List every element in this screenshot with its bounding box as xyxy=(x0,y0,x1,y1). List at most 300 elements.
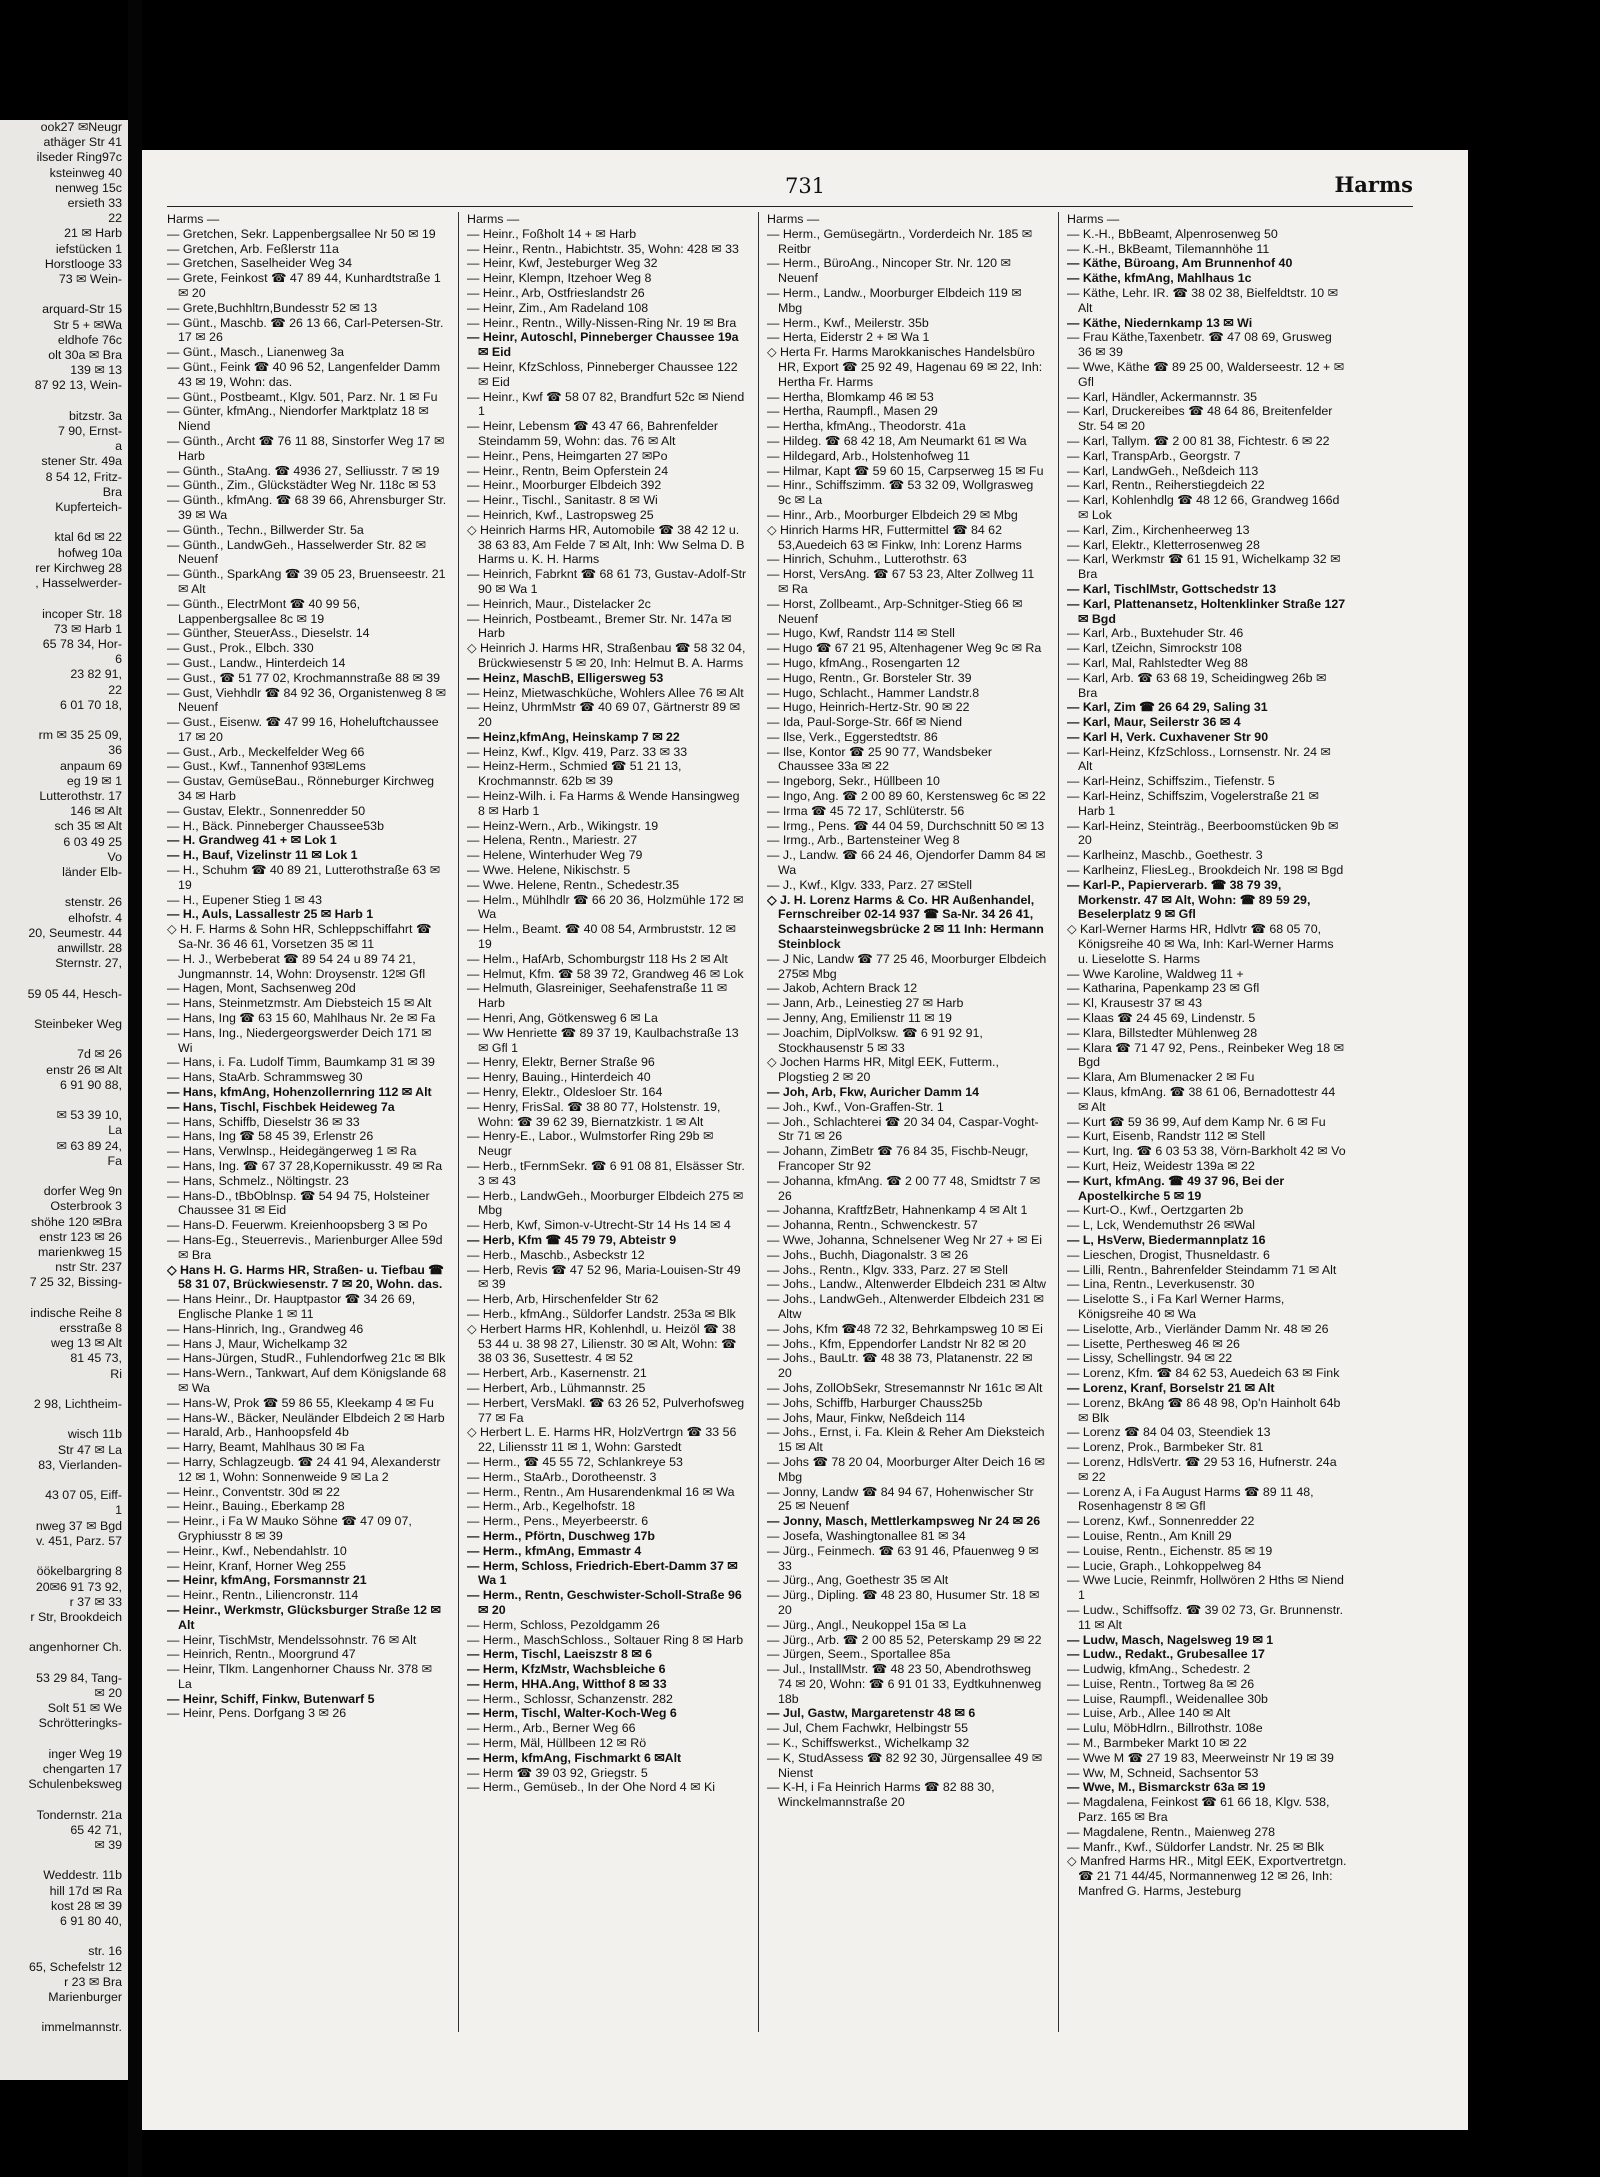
fragment-line xyxy=(0,713,128,728)
directory-entry: — Karl, Maur, Seilerstr 36 ✉ 4 xyxy=(1067,715,1241,730)
fragment-line: ook27 ✉Neugr xyxy=(40,120,122,134)
directory-entry: — Joachim, DiplVolksw. ☎ 6 91 92 91, Stockhausenstr 5 ✉ 33 xyxy=(767,1025,983,1055)
directory-entry: — Günth., Zim., Glückstädter Weg Nr. 118c ✉ 53 xyxy=(167,478,436,493)
directory-entry: — Gust., Eisenw. ☎ 47 99 16, Hoheluftchaussee 17 ✉ 20 xyxy=(167,715,439,744)
directory-entry: — Heinr., Tischl., Sanitastr. 8 ✉ Wi xyxy=(467,493,658,508)
fragment-line: ✉ 53 39 10, xyxy=(56,1108,122,1123)
directory-entry: — Karlheinz, Maschb., Goethestr. 3 xyxy=(1067,848,1263,863)
directory-entry: — Herm, Schloss, Pezoldgamm 26 xyxy=(467,1617,660,1632)
directory-entry: — Kurt, Ing. ☎ 6 03 53 38, Vörn-Barkholt 42 ✉ Vo xyxy=(1067,1144,1346,1159)
directory-entry: — Joh., Schlachterei ☎ 20 34 04, Caspar-Voght-Str 71 ✉ 26 xyxy=(767,1114,1039,1144)
directory-entry: — Günth., StaAng. ☎ 4936 27, Selliusstr. 7 ✉ 19 xyxy=(167,463,440,478)
fragment-line: 1 xyxy=(115,1503,122,1518)
directory-entry: — Karl H, Verk. Cuxhavener Str 90 xyxy=(1067,729,1269,744)
directory-entry: — Käthe, kfmAng, Mahlhaus 1c xyxy=(1067,271,1252,286)
fragment-line: anwillstr. 28 xyxy=(57,940,122,955)
fragment-line: bitzstr. 3a xyxy=(68,408,122,423)
directory-entry: — Hans Heinr., Dr. Hauptpastor ☎ 34 26 69, Englische Planke 1 ✉ 11 xyxy=(167,1292,416,1321)
directory-entry: — Klara, Billstedter Mühlenweg 28 xyxy=(1067,1025,1258,1040)
fragment-line: 8 54 12, Fritz- xyxy=(45,469,122,484)
fragment-line xyxy=(0,515,128,530)
directory-entry: ◇ J. H. Lorenz Harms & Co. HR Außenhandel, Fernschreiber 02-14 937 ☎ Sa-Nr. 34 26 41, Schaarsteinwegsbrücke 2 ✉ 11 Inh: Hermann Steinblock xyxy=(767,892,1044,952)
directory-entry: — Ingeborg, Sekr., Hüllbeen 10 xyxy=(767,774,940,789)
directory-entry: — Johs ☎ 78 20 04, Moorburger Alter Deich 16 ✉Mbg xyxy=(767,1454,1045,1484)
directory-entry: — Hans-Jürgen, StudR., Fuhlendorfweg 21c ✉ Blk xyxy=(167,1351,446,1366)
fragment-line: 73 ✉ Wein- xyxy=(58,272,122,287)
directory-entry: — K.-H., BbBeamt, Alpenrosenweg 50 xyxy=(1067,226,1278,241)
directory-entry: ◇ Herta Fr. Harms Marokkanisches Handelsbüro HR, Export ☎ 25 92 49, Hagenau 69 ✉ 22, Inh: Hertha Fr. Harms xyxy=(767,345,1043,389)
column-heading: Harms — xyxy=(767,212,820,226)
fragment-line: rm ✉ 35 25 09, xyxy=(38,728,122,743)
directory-entry: — Hugo, Rentn., Gr. Borsteler Str. 39 xyxy=(767,670,972,685)
fragment-line: ersstraße 8 xyxy=(59,1321,122,1336)
directory-entry: — Jakob, Achtern Brack 12 xyxy=(767,981,918,996)
directory-entry: — Hugo, Kwf, Randstr 114 ✉ Stell xyxy=(767,626,955,641)
fragment-line: Steinbeker Weg xyxy=(34,1016,122,1031)
directory-entry: — H., Bäck. Pinneberger Chaussee53b xyxy=(167,818,384,833)
fragment-line xyxy=(0,1032,128,1047)
directory-entry: — Hugo ☎ 67 21 95, Altenhagener Weg 9c ✉ Ra xyxy=(767,641,1042,656)
directory-entry: — Heinrich, Maur., Distelacker 2c xyxy=(467,596,651,611)
fragment-line xyxy=(0,591,128,606)
directory-entry: — Herb, Kwf, Simon-v-Utrecht-Str 14 Hs 14 ✉ 4 xyxy=(467,1218,731,1233)
directory-entry: — Heinr., Conventstr. 30d ✉ 22 xyxy=(167,1484,340,1499)
fragment-line: nenweg 15c xyxy=(55,180,122,195)
directory-entry: — Karl, Plattenansetz, Holtenklinker Straße 127 ✉ Bgd xyxy=(1067,596,1346,626)
directory-entry: — Heinr, Tlkm. Langenhorner Chauss Nr. 378 ✉ La xyxy=(167,1662,432,1691)
previous-page-lines xyxy=(0,120,128,2036)
directory-entry: — Herm., MaschSchloss., Soltauer Ring 8 ✉ Harb xyxy=(467,1632,744,1647)
directory-entry: — Ilse, Kontor ☎ 25 90 77, Wandsbeker Chaussee 33a ✉ 22 xyxy=(767,744,993,774)
directory-entry: — Kurt, Eisenb, Randstr 112 ✉ Stell xyxy=(1067,1129,1266,1144)
directory-entry: — Heinrich, Fabrknt ☎ 68 61 73, Gustav-Adolf-Str 90 ✉ Wa 1 xyxy=(467,567,747,596)
directory-entry: — Heinr, Pens. Dorfgang 3 ✉ 26 xyxy=(167,1706,347,1721)
fragment-line: Fa xyxy=(107,1153,122,1168)
fragment-line: hofweg 10a xyxy=(57,545,122,560)
directory-entry: ◇ Heinrich Harms HR, Automobile ☎ 38 42 12 u. 38 63 83, Am Felde 7 ✉ Alt, Inh: Ww Selma D. B Harms u. K. H. Harms xyxy=(467,522,745,567)
fragment-line: athäger Str 41 xyxy=(43,135,122,150)
directory-entry: — Herm., Rentn., Am Husarendenkmal 16 ✉ Wa xyxy=(467,1484,735,1499)
directory-entry: — Karl-Heinz, Schiffszim., Tiefenstr. 5 xyxy=(1067,774,1275,789)
directory-entry: — Heinr, kfmAng, Forsmannstr 21 xyxy=(167,1573,367,1588)
fragment-line: ✉ 63 89 24, xyxy=(56,1138,122,1153)
directory-entry: — Harry, Schlagzeugb. ☎ 24 41 94, Alexanderstr 12 ✉ 1, Wohn: Sonnenweide 9 ✉ La 2 xyxy=(167,1454,441,1484)
directory-entry: — L, HsVerw, Biedermannplatz 16 xyxy=(1067,1232,1266,1247)
fragment-line: eg 19 ✉ 1 xyxy=(66,773,122,788)
fragment-line: 53 29 84, Tang- xyxy=(36,1670,122,1685)
directory-entry: — Herm., Gemüsegärtn., Vorderdeich Nr. 185 ✉ Reitbr xyxy=(767,226,1033,256)
directory-entry: — Hans-Wern., Tankwart, Auf dem Königslande 68 ✉ Wa xyxy=(167,1366,447,1395)
directory-entry: — Hertha, Blomkamp 46 ✉ 53 xyxy=(767,389,934,404)
fragment-line: nweg 37 ✉ Bgd xyxy=(35,1518,122,1533)
fragment-line: marienkweg 15 xyxy=(37,1245,122,1260)
directory-entry: — Lorenz, Prok., Barmbeker Str. 81 xyxy=(1067,1440,1264,1455)
fragment-line: 7 90, Ernst- xyxy=(57,424,122,439)
directory-entry: — Herm, Mäl, Hüllbeen 12 ✉ Rö xyxy=(467,1736,647,1751)
directory-entry: — Johanna, Rentn., Schwenckestr. 57 xyxy=(767,1218,978,1233)
directory-entry: — Helmut, Kfm. ☎ 58 39 72, Grandweg 46 ✉ Lok xyxy=(467,966,744,981)
directory-entry: — M., Barmbeker Markt 10 ✉ 22 xyxy=(1067,1736,1247,1751)
column-divider xyxy=(1058,212,1059,2032)
directory-entry: — Lorenz, Kwf., Sonnenredder 22 xyxy=(1067,1514,1255,1529)
directory-entry: — Herm., Rentn, Geschwister-Scholl-Straße 96 ✉ 20 xyxy=(467,1588,742,1617)
directory-entry: ◇ Karl-Werner Harms HR, Hdlvtr ☎ 68 05 70, Königsreihe 40 ✉ Wa, Inh: Karl-Werner Harms u. Lieselotte S. Harms xyxy=(1067,922,1334,966)
directory-entry: — Gustav, GemüseBau., Rönneburger Kirchweg 34 ✉ Harb xyxy=(167,774,434,804)
directory-entry: — Karl-Heinz, Steinträg., Beerboomstücken 9b ✉ 20 xyxy=(1067,818,1339,848)
fragment-line: Bra xyxy=(102,484,122,499)
directory-entry: — Johann, ZimBetr ☎ 76 84 35, Fischb-Neugr, Francoper Str 92 xyxy=(767,1144,1029,1173)
fragment-line: olt 30a ✉ Bra xyxy=(48,348,122,363)
page-number: 731 xyxy=(784,174,826,198)
fragment-line: Sternstr. 27, xyxy=(55,956,122,971)
column-heading: Harms — xyxy=(467,212,520,226)
directory-entry: — Jul., InstallMstr. ☎ 48 23 50, Abendrothsweg 74 ✉ 20, Wohn: ☎ 6 91 01 33, Eydtkuhnenweg 18b xyxy=(767,1662,1042,1706)
directory-entry: — Günt., Masch., Lianenweg 3a xyxy=(167,345,345,360)
directory-entry: — Karl, Druckereibes ☎ 48 64 86, Breitenfelder Str. 54 ✉ 20 xyxy=(1067,404,1333,434)
directory-entry: — Hans, kfmAng, Hohenzollernring 112 ✉ Alt xyxy=(167,1085,432,1100)
directory-entry: — Luise, Rentn., Tortweg 8a ✉ 26 xyxy=(1067,1676,1255,1691)
fragment-line: 22 xyxy=(108,211,122,226)
fragment-line: 22 xyxy=(108,682,122,697)
directory-entry: — Hans, Ing., Niedergeorgswerder Deich 171 ✉ Wi xyxy=(167,1025,432,1055)
directory-entry: — K, StudAssess ☎ 82 92 30, Jürgensallee 49 ✉ Nienst xyxy=(767,1750,1043,1780)
directory-entry: — Hans-Hinrich, Ing., Grandweg 46 xyxy=(167,1321,364,1336)
directory-entry: — Lorenz, BkAng ☎ 86 48 98, Op'n Hainholt 64b ✉ Blk xyxy=(1067,1395,1341,1425)
directory-entry: — Jürg., Arb. ☎ 2 00 85 52, Peterskamp 29 ✉ 22 xyxy=(767,1632,1042,1647)
directory-entry: — Günther, SteuerAss., Dieselstr. 14 xyxy=(167,626,370,641)
directory-entry: — Wwe Lucie, Reinmfr, Hollwören 2 Hths ✉ Niend 1 xyxy=(1067,1573,1344,1603)
directory-entry: — Ingo, Ang. ☎ 2 00 89 60, Kerstensweg 6c ✉ 22 xyxy=(767,789,1046,804)
directory-entry: — Henry-E., Labor., Wulmstorfer Ring 29b ✉ Neugr xyxy=(467,1129,714,1159)
fragment-line xyxy=(0,1853,128,1868)
directory-entry: — Karl, TranspArb., Georgstr. 7 xyxy=(1067,448,1241,463)
directory-entry: — Karl-Heinz, Schiffszim, Vogelerstraße 21 ✉ Harb 1 xyxy=(1067,789,1319,818)
directory-entry: — Lieschen, Drogist, Thusneldastr. 6 xyxy=(1067,1247,1270,1262)
directory-entry: — Günth., LandwGeh., Hasselwerder Str. 82 ✉ Neuenf xyxy=(167,537,427,567)
directory-entry: — Heinz-Wern., Arb., Wikingstr. 19 xyxy=(467,818,659,833)
fragment-line: r 23 ✉ Bra xyxy=(64,1974,122,1989)
directory-entry: — Hans, Ing. ☎ 67 37 28,Kopernikusstr. 49 ✉ Ra xyxy=(167,1159,443,1173)
fragment-line xyxy=(0,971,128,986)
directory-column-4 xyxy=(1067,212,1347,2112)
directory-entry: — Jürg., Feinmech. ☎ 63 91 46, Pfauenweg 9 ✉ 33 xyxy=(767,1543,1039,1573)
fragment-line: sch 35 ✉ Alt xyxy=(54,819,122,834)
directory-entry: — Ida, Paul-Sorge-Str. 66f ✉ Niend xyxy=(767,715,962,730)
directory-entry: — Hans-W., Bäcker, Neuländer Elbdeich 2 ✉ Harb xyxy=(167,1410,445,1425)
directory-entry: — H., Eupener Stieg 1 ✉ 43 xyxy=(167,892,323,907)
directory-entry: — Heinr., Arb, Ostfrieslandstr 26 xyxy=(467,285,645,300)
directory-entry: — Hinr., Arb., Moorburger Elbdeich 29 ✉ Mbg xyxy=(767,507,1018,522)
fragment-line: immelmannstr. xyxy=(41,2020,122,2035)
directory-entry: — H. J., Werbeberat ☎ 89 54 24 u 89 74 21, Jungmannstr. 14, Wohn: Droysenstr. 12✉ Gfl xyxy=(167,951,426,981)
directory-column-1 xyxy=(167,212,447,2112)
directory-entry: — Hans, Steinmetzmstr. Am Diebsteich 15 ✉ Alt xyxy=(167,996,432,1011)
fragment-line: 21 ✉ Harb xyxy=(64,226,122,241)
directory-entry: — Jürg., Dipling. ☎ 48 23 80, Husumer Str. 18 ✉ 20 xyxy=(767,1588,1040,1617)
directory-entry: — Günth., kfmAng. ☎ 68 39 66, Ahrensburger Str. 39 ✉ Wa xyxy=(167,493,447,522)
header-rule xyxy=(167,206,1413,207)
fragment-line: elhofstr. 4 xyxy=(68,910,122,925)
directory-entry: — Wwe. Helene, Nikischstr. 5 xyxy=(467,863,631,878)
fragment-line: eldhofe 76c xyxy=(57,332,122,347)
directory-entry: ◇ H. F. Harms & Sohn HR, Schleppschiffahrt ☎ Sa-Nr. 36 46 61, Vorsetzen 35 ✉ 11 xyxy=(167,922,432,952)
fragment-line xyxy=(0,1412,128,1427)
directory-entry: — Johs., Landw., Altenwerder Elbdeich 231 ✉ Altw xyxy=(767,1277,1046,1292)
fragment-line: Osterbrook 3 xyxy=(50,1199,122,1214)
fragment-line xyxy=(0,1656,128,1671)
directory-entry: — Heinr., Pens, Heimgarten 27 ✉Po xyxy=(467,448,668,463)
fragment-line: 6 xyxy=(115,652,122,667)
running-header: Harms xyxy=(1334,172,1413,197)
directory-entry: — Jonny, Landw ☎ 84 94 67, Hohenwischer Str 25 ✉ Neuenf xyxy=(767,1484,1034,1514)
directory-entry: — J Nic, Landw ☎ 77 25 46, Moorburger Elbdeich 275✉ Mbg xyxy=(767,951,1047,981)
fragment-line: 6 03 49 25 xyxy=(63,834,122,849)
fragment-line: 6 01 70 18, xyxy=(59,697,122,712)
directory-entry: — Harry, Beamt, Mahlhaus 30 ✉ Fa xyxy=(167,1440,365,1455)
fragment-line: indische Reihe 8 xyxy=(30,1305,122,1320)
directory-entry: — Käthe, Büroang, Am Brunnenhof 40 xyxy=(1067,256,1293,271)
directory-entry: — Harald, Arb., Hanhoopsfeld 4b xyxy=(167,1425,349,1440)
previous-page-fragment xyxy=(0,120,128,2080)
book-gutter xyxy=(128,0,142,2177)
fragment-line: ersieth 33 xyxy=(67,196,122,211)
directory-entry: — Heinrich, Rentn., Moorgrund 47 xyxy=(167,1647,356,1662)
directory-entry: — Heinz, MaschB, Elligersweg 53 xyxy=(467,670,664,685)
fragment-line: arquard-Str 15 xyxy=(42,302,122,317)
fragment-line: , Hasselwerder- xyxy=(35,576,122,591)
directory-entry: — Johs., Rentn., Klgv. 333, Parz. 27 ✉ Stell xyxy=(767,1262,1008,1277)
directory-entry: — Hans, Schiffb, Dieselstr 36 ✉ 33 xyxy=(167,1114,360,1129)
fragment-line xyxy=(0,880,128,895)
fragment-line: str. 16 xyxy=(88,1944,122,1959)
directory-entry: — Heinz,kfmAng, Heinskamp 7 ✉ 22 xyxy=(467,729,680,744)
directory-entry: — Wwe M ☎ 27 19 83, Meerweinstr Nr 19 ✉ 39 xyxy=(1067,1750,1334,1765)
fragment-line xyxy=(0,394,128,409)
directory-entry: — Hertha, kfmAng., Theodorstr. 41a xyxy=(767,419,966,434)
directory-entry: — Karl, TischlMstr, Gottschedstr 13 xyxy=(1067,581,1277,596)
directory-entry: — Jann, Arb., Leinestieg 27 ✉ Harb xyxy=(767,996,964,1011)
directory-entry: — Johs, ZollObSekr, Stresemannstr Nr 161c ✉ Alt xyxy=(767,1380,1043,1395)
directory-entry: — Kurt-O., Kwf., Oertzgarten 2b xyxy=(1067,1203,1244,1218)
fragment-line: öökelbargring 8 xyxy=(36,1564,122,1579)
directory-entry: — Herb., LandwGeh., Moorburger Elbdeich 275 ✉ Mbg xyxy=(467,1188,744,1218)
directory-entry: — Heinr., Werkmstr, Glücksburger Straße 12 ✉ Alt xyxy=(167,1602,441,1632)
fragment-line: dorfer Weg 9n xyxy=(43,1184,122,1199)
directory-entry: — Jürg., Ang, Goethestr 35 ✉ Alt xyxy=(767,1573,949,1588)
directory-entry: — Hans-W, Prok ☎ 59 86 55, Kleekamp 4 ✉ Fu xyxy=(167,1395,434,1410)
fragment-line: 146 ✉ Alt xyxy=(70,804,122,819)
directory-entry: — Karl, Mal, Rahlstedter Weg 88 xyxy=(1067,655,1248,670)
directory-entry: — Heinr., Moorburger Elbdeich 392 xyxy=(467,478,662,493)
fragment-line: Vo xyxy=(107,849,122,864)
fragment-line xyxy=(0,1732,128,1747)
directory-entry: — Henri, Ang, Götkensweg 6 ✉ La xyxy=(467,1011,658,1026)
fragment-line xyxy=(0,1002,128,1017)
directory-entry: — Lorenz ☎ 84 04 03, Steendiek 13 xyxy=(1067,1425,1271,1440)
directory-entry: — Günt., Feink ☎ 40 96 52, Langenfelder Damm 43 ✉ 19, Wohn: das. xyxy=(167,359,441,389)
directory-entry: — Helena, Rentn., Mariestr. 27 xyxy=(467,833,638,848)
fragment-line: hill 17d ✉ Ra xyxy=(49,1883,122,1898)
directory-entry: — Karl, Elektr., Kletterrosenweg 28 xyxy=(1067,537,1260,552)
directory-entry: — Klara, Am Blumenacker 2 ✉ Fu xyxy=(1067,1070,1255,1085)
directory-entry: — Herbert, Arb., Lühmannstr. 25 xyxy=(467,1380,646,1395)
fragment-line: 65, Schefelstr 12 xyxy=(29,1959,122,1974)
directory-entry: — Herm., kfmAng, Emmastr 4 xyxy=(467,1543,642,1558)
directory-entry: — Karl, Arb. ☎ 63 68 19, Scheidingweg 26b ✉ Bra xyxy=(1067,670,1327,700)
directory-entry: — Klaas ☎ 24 45 69, Lindenstr. 5 xyxy=(1067,1011,1256,1026)
directory-entry: — Johanna, kfmAng. ☎ 2 00 77 48, Smidtstr 7 ✉ 26 xyxy=(767,1173,1041,1203)
directory-entry: — Herb., kfmAng., Süldorfer Landstr. 253a ✉ Blk xyxy=(467,1306,736,1321)
directory-entry: — Heinz, UhrmMstr ☎ 40 69 07, Gärtnerstr 89 ✉ 20 xyxy=(467,700,741,730)
directory-entry: — Klara ☎ 71 47 92, Pens., Reinbeker Weg 18 ✉ Bgd xyxy=(1067,1040,1344,1070)
directory-entry: — Joh., Kwf., Von-Graffen-Str. 1 xyxy=(767,1099,944,1114)
fragment-line: a xyxy=(115,439,122,454)
directory-entry: — Karlheinz, FliesLeg., Brookdeich Nr. 198 ✉ Bgd xyxy=(1067,863,1344,878)
directory-entry: — Lina, Rentn., Leverkusenstr. 30 xyxy=(1067,1277,1255,1292)
directory-entry: ◇ Heinrich J. Harms HR, Straßenbau ☎ 58 32 04, Brückwiesenstr 5 ✉ 20, Inh: Helmut B. A. Harms xyxy=(467,641,746,670)
directory-entry: — Hans-Eg., Steuerrevis., Marienburger Allee 59d ✉ Bra xyxy=(167,1232,443,1262)
directory-entry: — Heinr., Rentn., Liliencronstr. 114 xyxy=(167,1588,359,1603)
fragment-line: anpaum 69 xyxy=(59,758,122,773)
directory-entry: — Ludwig, kfmAng., Schedestr. 2 xyxy=(1067,1662,1251,1677)
directory-entry: — Heinr, Kranf, Horner Weg 255 xyxy=(167,1558,346,1573)
fragment-line: 59 05 44, Hesch- xyxy=(27,986,122,1001)
directory-entry: — Liselotte S., i Fa Karl Werner Harms, Königsreihe 40 ✉ Wa xyxy=(1067,1292,1285,1321)
fragment-line: Schulenbeksweg xyxy=(28,1777,122,1792)
fragment-line: enstr 123 ✉ 26 xyxy=(39,1229,122,1244)
directory-entry: — Henry, Elektr, Berner Straße 96 xyxy=(467,1055,655,1070)
directory-entry: — Lulu, MöbHdlrn., Billrothstr. 108e xyxy=(1067,1721,1263,1736)
directory-entry: — Johs., Buchh, Diagonalstr. 3 ✉ 26 xyxy=(767,1247,969,1262)
directory-entry: — Günth., SparkAng ☎ 39 05 23, Bruenseestr. 21 ✉ Alt xyxy=(167,567,446,596)
directory-entry: — Irmg., Arb., Bartensteiner Weg 8 xyxy=(767,833,960,848)
fragment-line: Tondernstr. 21a xyxy=(36,1807,122,1822)
directory-entry: — Heinr, Klempn, Itzehoer Weg 8 xyxy=(467,271,652,286)
directory-entry: — Luise, Raumpfl., Weidenallee 30b xyxy=(1067,1691,1268,1706)
fragment-line: Str 47 ✉ La xyxy=(57,1442,122,1457)
column-divider xyxy=(758,212,759,2032)
fragment-line xyxy=(0,1792,128,1807)
directory-entry: — Lissy, Schellingstr. 94 ✉ 22 xyxy=(1067,1351,1233,1366)
directory-entry: — Helmuth, Glasreiniger, Seehafenstraße 11 ✉ Harb xyxy=(467,981,728,1011)
fragment-line: 20✉6 91 73 92, xyxy=(35,1579,122,1594)
fragment-line: ✉ 20 xyxy=(94,1685,122,1700)
directory-entry: — Gust., Arb., Meckelfelder Weg 66 xyxy=(167,744,365,759)
directory-entry: — Johs., BauLtr. ☎ 48 38 73, Platanenstr. 22 ✉ 20 xyxy=(767,1351,1033,1381)
fragment-line xyxy=(0,287,128,302)
fragment-line: v. 451, Parz. 57 xyxy=(36,1533,122,1548)
column-divider xyxy=(458,212,459,2032)
fragment-line: Marienburger xyxy=(48,1989,122,2004)
directory-entry: ◇ Herbert Harms HR, Kohlenhdl, u. Heizöl ☎ 38 53 44 u. 38 98 27, Lilienstr. 30 ✉ Alt, Wohn: ☎ 38 03 36, Susettestr. 4 ✉ 52 xyxy=(467,1321,737,1366)
directory-entry: — Lilli, Rentn., Bahrenfelder Steindamm 71 ✉ Alt xyxy=(1067,1262,1337,1277)
directory-entry: — Hugo, Schlacht., Hammer Landstr.8 xyxy=(767,685,980,700)
column-heading: Harms — xyxy=(167,212,220,226)
fragment-line: Schrötteringks- xyxy=(38,1716,122,1731)
fragment-line: 36 xyxy=(108,743,122,758)
directory-entry: — Heinr, Lebensm ☎ 43 47 66, Bahrenfelder Steindamm 59, Wohn: das. 76 ✉ Alt xyxy=(467,419,719,448)
fragment-line: länder Elb- xyxy=(62,864,122,879)
fragment-line: ilseder Ring97c xyxy=(36,150,122,165)
directory-entry: — Jul, Chem Fachwkr, Helbingstr 55 xyxy=(767,1721,969,1736)
directory-entry: — Lorenz A, i Fa August Harms ☎ 89 11 48, Rosenhagenstr 8 ✉ Gfl xyxy=(1067,1484,1314,1514)
directory-entry: — Herm., StaArb., Dorotheenstr. 3 xyxy=(467,1469,657,1484)
directory-entry: — Heinr., Rentn., Willy-Nissen-Ring Nr. 19 ✉ Bra xyxy=(467,315,737,330)
fragment-line: 2 98, Lichtheim- xyxy=(33,1397,122,1412)
directory-entry: — Lisette, Perthesweg 46 ✉ 26 xyxy=(1067,1336,1240,1351)
directory-entry: — Heinr, KfzSchloss, Pinneberger Chaussee 122 ✉ Eid xyxy=(467,359,738,389)
fragment-line xyxy=(0,1093,128,1108)
directory-entry: — Gustav, Elektr., Sonnenredder 50 xyxy=(167,803,366,818)
directory-entry: — Herb, Revis ☎ 47 52 96, Maria-Louisen-Str 49 ✉ 39 xyxy=(467,1262,741,1292)
fragment-line: 23 82 91, xyxy=(70,667,122,682)
directory-entry: — Karl, Kohlenhdlg ☎ 48 12 66, Grandweg 166d ✉ Lok xyxy=(1067,493,1340,522)
directory-entry: — Hans, Schmelz., Nöltingstr. 23 xyxy=(167,1173,349,1188)
directory-entry: — Ilse, Verk., Eggerstedtstr. 86 xyxy=(767,729,938,744)
directory-entry: — Kurt ☎ 59 36 99, Auf dem Kamp Nr. 6 ✉ Fu xyxy=(1067,1114,1326,1129)
fragment-line: shöhe 120 ✉Bra xyxy=(31,1214,122,1229)
directory-entry: — Gust., Prok., Elbch. 330 xyxy=(167,641,314,656)
directory-entry: ◇ Hinrich Harms HR, Futtermittel ☎ 84 62 53,Auedeich 63 ✉ Finkw, Inh: Lorenz Harms xyxy=(767,522,1022,552)
directory-entry: — Heinr, Kwf, Jesteburger Weg 32 xyxy=(467,256,658,271)
directory-entry: — Gust., ☎ 51 77 02, Krochmannstraße 88 ✉ 39 xyxy=(167,670,441,685)
fragment-line: Solt 51 ✉ We xyxy=(47,1701,122,1716)
fragment-line xyxy=(0,2005,128,2020)
directory-entry: — Herm ☎ 39 03 92, Griegstr. 5 xyxy=(467,1765,648,1780)
directory-entry: — Lucie, Graph., Lohkoppelweg 84 xyxy=(1067,1558,1262,1573)
fragment-line: iefstücken 1 xyxy=(55,241,122,256)
directory-entry: — Hagen, Mont, Sachsenweg 20d xyxy=(167,981,356,996)
directory-entry: — Johs, Kfm ☎48 72 32, Behrkampsweg 10 ✉ Ei xyxy=(767,1321,1043,1336)
directory-entry: — Heinz-Herm., Schmied ☎ 51 21 13, Krochmannstr. 62b ✉ 39 xyxy=(467,759,682,789)
fragment-line: Str 5 + ✉Wa xyxy=(53,317,122,332)
fragment-line: wisch 11b xyxy=(67,1427,122,1442)
directory-entry: — Karl, Zim., Kirchenheerweg 13 xyxy=(1067,522,1250,537)
directory-entry: — L, Lck, Wendemuthstr 26 ✉Wal xyxy=(1067,1218,1256,1233)
directory-entry: — Katharina, Papenkamp 23 ✉ Gfl xyxy=(1067,981,1260,996)
directory-entry: — Heinz-Wilh. i. Fa Harms & Wende Hansingweg 8 ✉ Harb 1 xyxy=(467,789,740,818)
directory-entry: — Wwe, M., Bismarckstr 63a ✉ 19 xyxy=(1067,1780,1266,1795)
directory-entry: — Klaus, kfmAng. ☎ 38 61 06, Bernadottestr 44 ✉ Alt xyxy=(1067,1085,1336,1114)
directory-entry: — Karl-P., Papierverarb. ☎ 38 79 39, Morkenstr. 47 ✉ Alt, Wohn: ☎ 89 59 29, Beselerplatz 9 ✉ Gfl xyxy=(1067,877,1311,922)
directory-entry: ◇ Manfred Harms HR., Mitgl EEK, Exportvertretgn. ☎ 21 71 44/45, Normannenweg 12 ✉ 26, Inh: Manfred G. Harms, Jesteburg xyxy=(1067,1854,1347,1899)
directory-entry: — Günter, kfmAng., Niendorfer Marktplatz 18 ✉ Niend xyxy=(167,404,429,434)
directory-entry: — Käthe, Niedernkamp 13 ✉ Wi xyxy=(1067,315,1253,330)
directory-entry: — Magdalene, Rentn., Maienweg 278 xyxy=(1067,1824,1276,1839)
directory-entry: — Günt., Maschb. ☎ 26 13 66, Carl-Petersen-Str. 17 ✉ 26 xyxy=(167,315,444,345)
directory-entry: — Jenny, Ang, Emilienstr 11 ✉ 19 xyxy=(767,1011,952,1026)
directory-entry: — Jonny, Masch, Mettlerkampsweg Nr 24 ✉ 26 xyxy=(767,1514,1041,1529)
directory-entry: — Ludw, Masch, Nagelsweg 19 ✉ 1 xyxy=(1067,1632,1274,1647)
directory-entry: — Herm., Arb., Berner Weg 66 xyxy=(467,1721,636,1736)
directory-entry: — Gretchen, Arb. Feßlerstr 11a xyxy=(167,241,339,256)
fragment-line: nstr Str. 237 xyxy=(55,1260,122,1275)
directory-entry: — Ludw., Schiffsoffz. ☎ 39 02 73, Gr. Brunnenstr. 11 ✉ Alt xyxy=(1067,1602,1344,1632)
directory-entry: — Gretchen, Sekr. Lappenbergsallee Nr 50 ✉ 19 xyxy=(167,226,436,241)
directory-entry: — Herm., Pens., Meyerbeerstr. 6 xyxy=(467,1514,649,1529)
directory-entry: — Helm., Beamt. ☎ 40 08 54, Armbruststr. 12 ✉ 19 xyxy=(467,922,736,952)
fragment-line: rer Kirchweg 28 xyxy=(35,560,122,575)
directory-entry: — Hans J, Maur, Wichelkamp 32 xyxy=(167,1336,348,1351)
fragment-line: 20, Seumestr. 44 xyxy=(28,925,122,940)
directory-entry: — Herb., Maschb., Asbeckstr 12 xyxy=(467,1247,645,1262)
directory-entry: — Heinr, Autoschl, Pinneberger Chaussee 19a ✉ Eid xyxy=(467,330,739,360)
directory-entry: — Wwe. Helene, Rentn., Schedestr.35 xyxy=(467,877,680,892)
directory-entry: — Hans, Ing ☎ 63 15 60, Mahlhaus Nr. 2e ✉ Fa xyxy=(167,1011,436,1026)
directory-entry: — Frau Käthe,Taxenbetr. ☎ 47 08 69, Grusweg 36 ✉ 39 xyxy=(1067,330,1332,360)
fragment-line: ksteinweg 40 xyxy=(49,165,122,180)
directory-entry: — Henry, FrisSal. ☎ 38 80 77, Holstenstr. 19, Wohn: ☎ 39 62 39, Biernatzkistr. 1 ✉ Alt xyxy=(467,1099,721,1129)
